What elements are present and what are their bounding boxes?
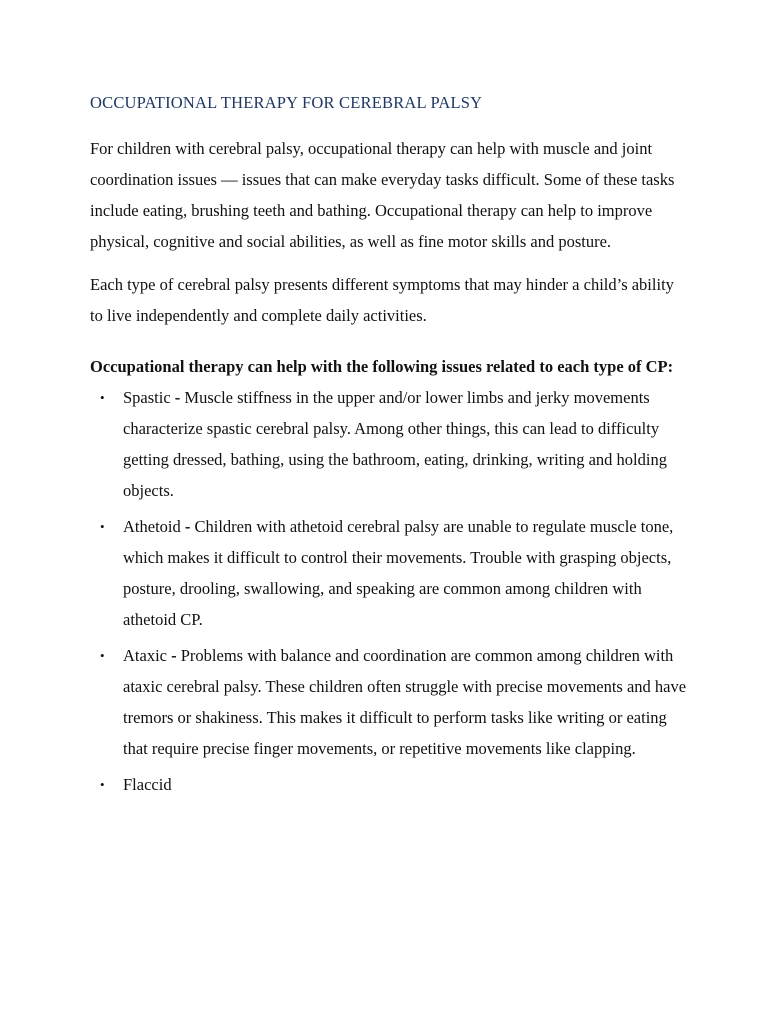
- bullet-icon: •: [100, 777, 105, 792]
- item-dash: -: [166, 646, 181, 665]
- item-term: Ataxic: [123, 646, 167, 665]
- item-text: Muscle stiffness in the upper and/or lower limbs and jerky movements characterize spastic cerebral palsy. Among other things, this can lead to difficulty getting dressed, bathing, using the bathroom, eating, drinking, writing and holding objects.: [123, 388, 667, 500]
- cp-types-list: [90, 382, 690, 800]
- item-dash: -: [170, 388, 185, 407]
- list-item-ataxic: [90, 640, 690, 764]
- intro-paragraph: For children with cerebral palsy, occupational therapy can help with muscle and joint coordination issues — issues that can make everyday tasks difficult. Some of these tasks include eating, brushing teeth and bathing. Occupational therapy can help to improve physical, cognitive and social abilities, as well as fine motor skills and posture.: [90, 139, 675, 251]
- item-term: Flaccid: [123, 775, 172, 794]
- bullet-icon: •: [100, 519, 105, 534]
- item-term: Athetoid: [123, 517, 181, 536]
- document-page: [90, 90, 690, 805]
- page-title: OCCUPATIONAL THERAPY FOR CEREBRAL PALSY: [90, 93, 483, 112]
- item-dash: -: [180, 517, 195, 536]
- bullet-icon: •: [100, 648, 105, 663]
- symptoms-paragraph: Each type of cerebral palsy presents different symptoms that may hinder a child’s ability to live independently and complete daily activities.: [90, 275, 674, 325]
- section-subheading: Occupational therapy can help with the following issues related to each type of CP:: [90, 357, 674, 376]
- item-term: Spastic: [123, 388, 171, 407]
- item-text: Problems with balance and coordination are common among children with ataxic cerebral palsy. These children often struggle with precise movements and have tremors or shakiness. This makes it difficult to perform tasks like writing or eating that require precise finger movements, or repetitive movements like clapping.: [123, 646, 687, 758]
- bullet-icon: •: [100, 390, 105, 405]
- list-item-flaccid: [90, 769, 690, 800]
- item-text: Children with athetoid cerebral palsy are unable to regulate muscle tone, which makes it difficult to control their movements. Trouble with grasping objects, posture, drooling, swallowing, and speaking are common among children with athetoid CP.: [123, 517, 674, 629]
- list-item-athetoid: [90, 511, 690, 635]
- list-item-spastic: [90, 382, 690, 506]
